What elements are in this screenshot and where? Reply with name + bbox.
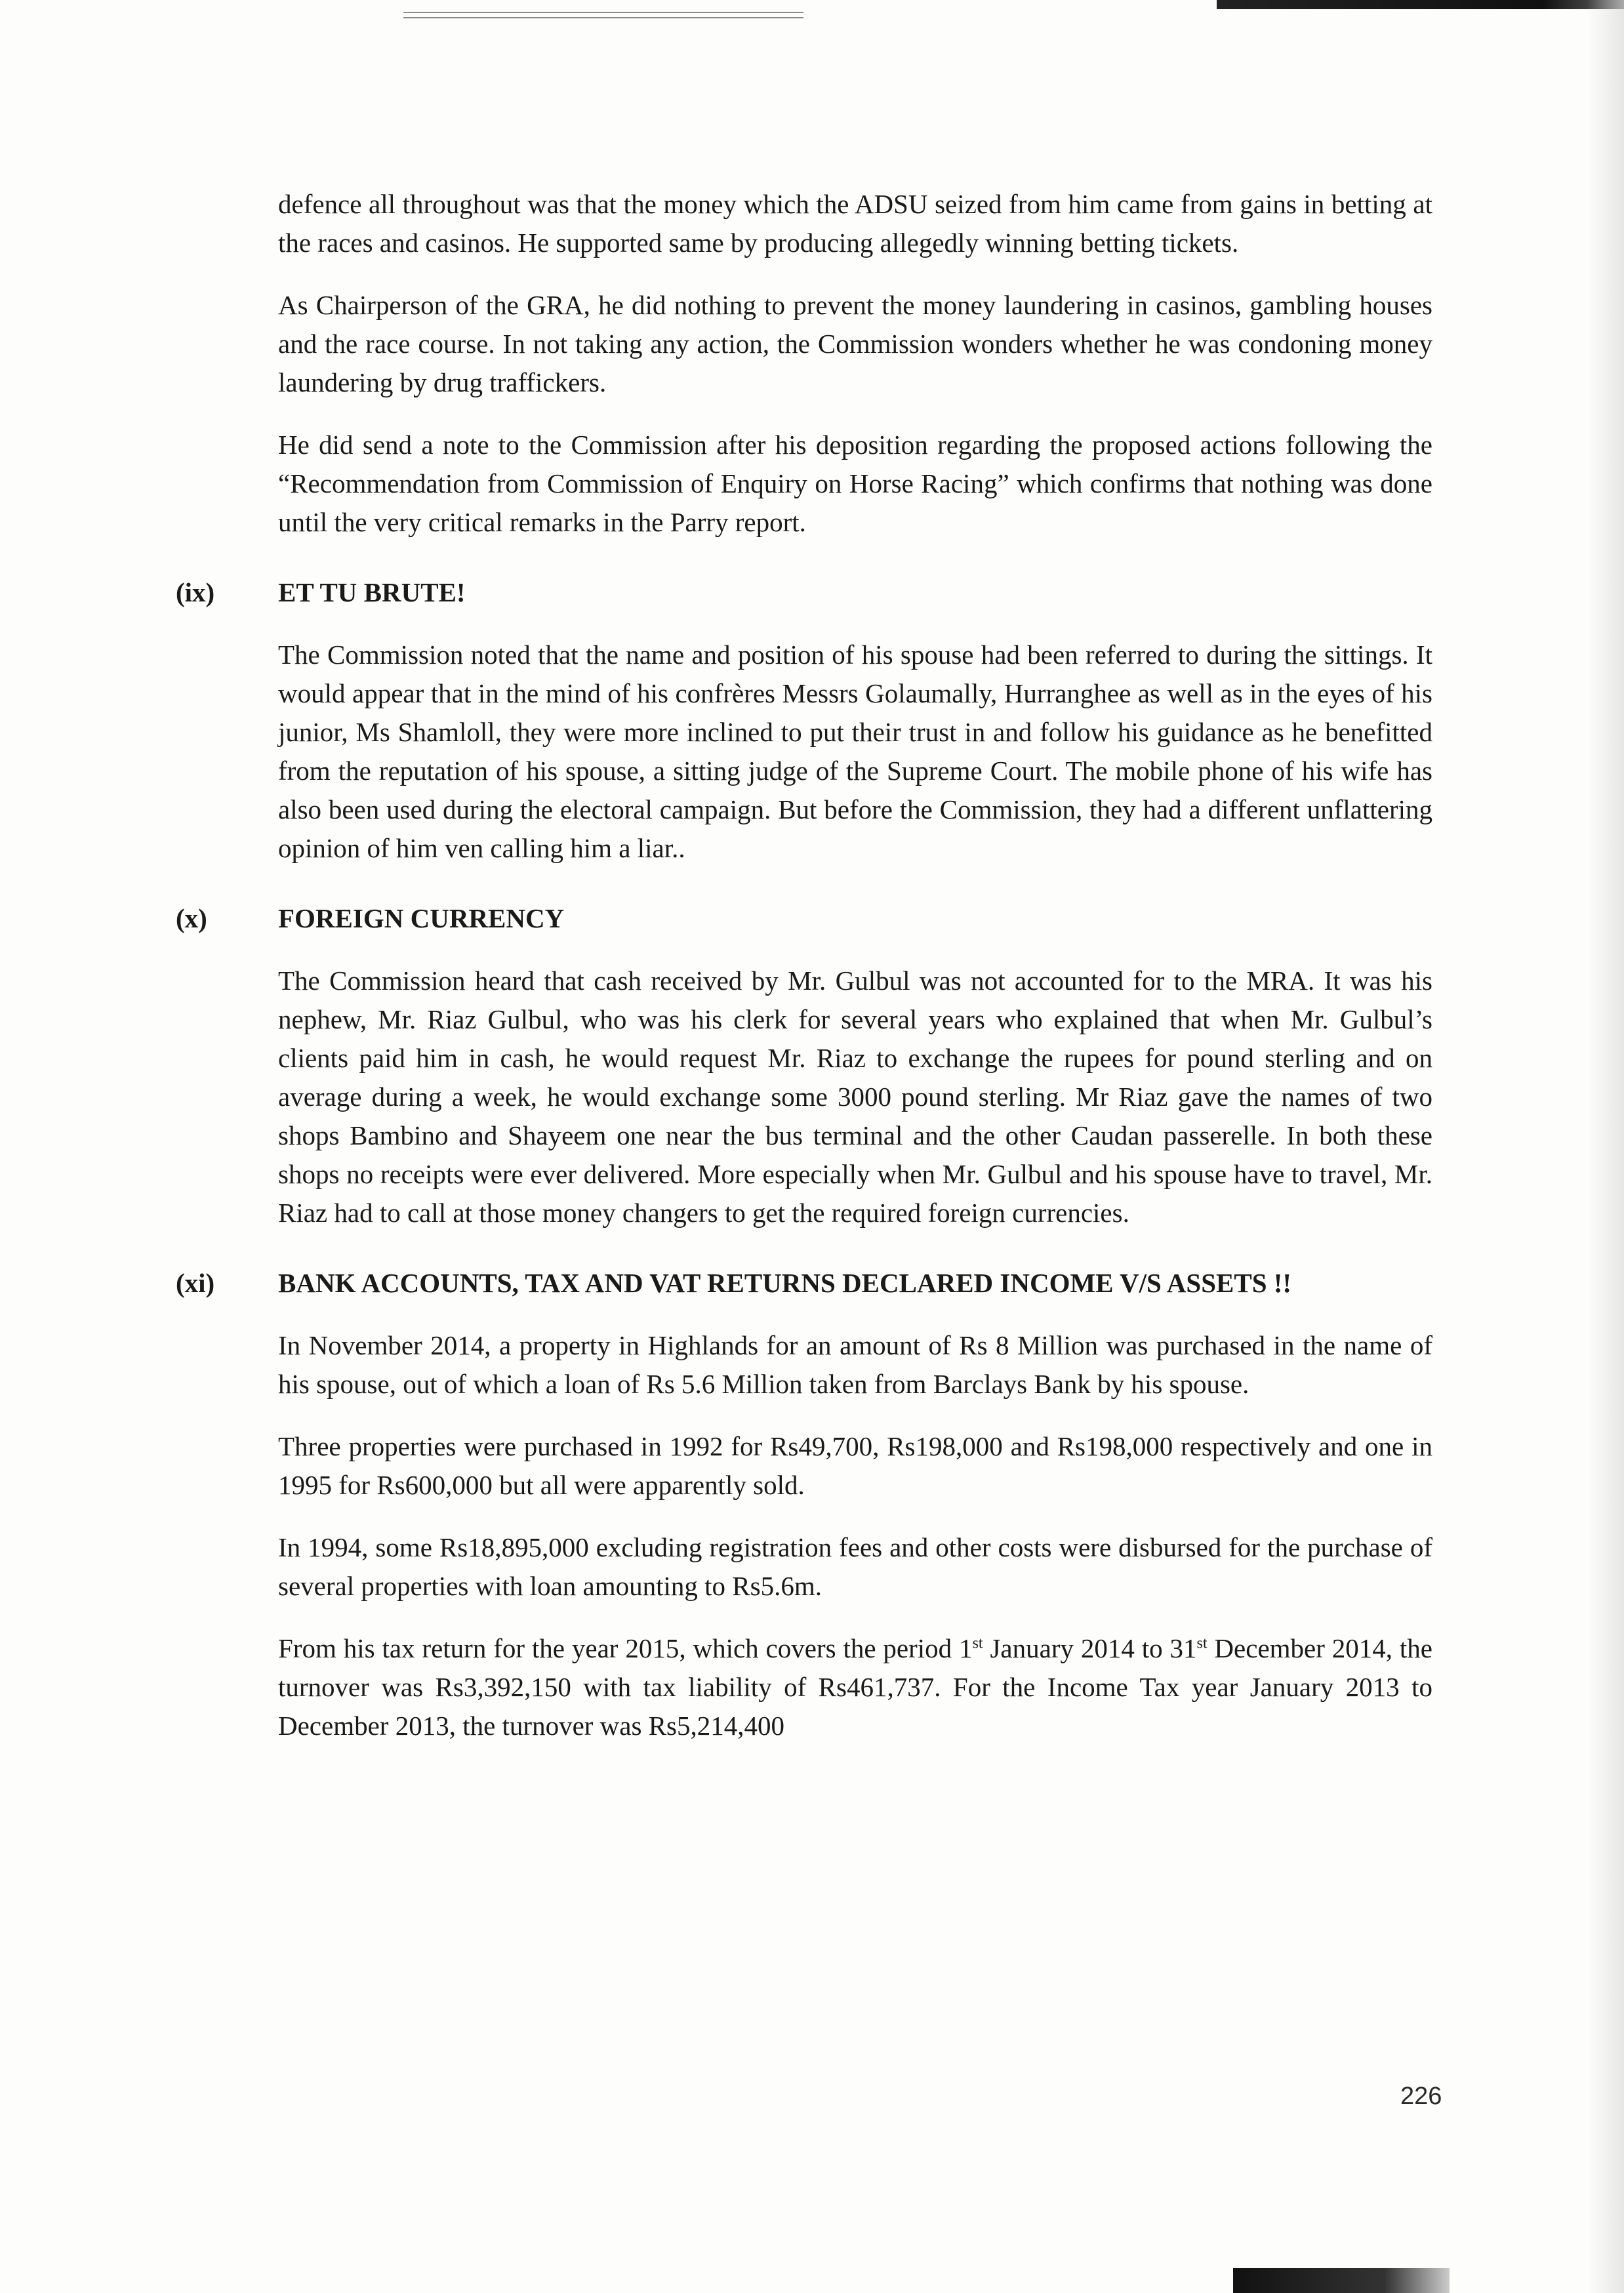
section-xi	[176, 1264, 1432, 1303]
section-title: BANK ACCOUNTS, TAX AND VAT RETURNS DECLARED INCOME V/S ASSETS !!	[278, 1268, 1292, 1298]
text-run: December 2014, the turnover was Rs3,392,150 with tax liability of Rs461,737. For the Income Tax year January 2013 to December 2013, the turnover was Rs5,214,400	[278, 1633, 1432, 1741]
paragraph: In 1994, some Rs18,895,000 excluding registration fees and other costs were disbursed for the purchase of several properties with loan amounting to Rs5.6m.	[278, 1532, 1432, 1601]
paragraph	[278, 1629, 1432, 1745]
section-number: (x)	[176, 903, 207, 933]
paragraph: Three properties were purchased in 1992 for Rs49,700, Rs198,000 and Rs198,000 respectively and one in 1995 for Rs600,000 but all were apparently sold.	[278, 1431, 1432, 1500]
section-title: FOREIGN CURRENCY	[278, 903, 565, 933]
text-run: January 2014 to 31	[983, 1633, 1197, 1663]
text-run: From his tax return for the year 2015, which covers the period 1	[278, 1633, 973, 1663]
paragraph: He did send a note to the Commission after his deposition regarding the proposed actions following the “Recommendation from Commission of Enquiry on Horse Racing” which confirms that nothing was done until the very critical remarks in the Parry report.	[278, 430, 1432, 537]
section-number: (xi)	[176, 1268, 215, 1298]
paragraph: defence all throughout was that the money which the ADSU seized from him came from gains in betting at the races and casinos. He supported same by producing allegedly winning betting tickets.	[278, 189, 1432, 258]
superscript: st	[972, 1634, 983, 1652]
scan-artifact-bar-bottom	[1233, 2268, 1450, 2293]
paragraph: In November 2014, a property in Highlands for an amount of Rs 8 Million was purchased in the name of his spouse, out of which a loan of Rs 5.6 Million taken from Barclays Bank by his spouse.	[278, 1330, 1432, 1399]
section-title: ET TU BRUTE!	[278, 577, 466, 607]
scan-artifact-bar-top	[1217, 0, 1624, 9]
section-x	[176, 899, 1432, 938]
paragraph: The Commission noted that the name and position of his spouse had been referred to during the sittings. It would appear that in the mind of his confrères Messrs Golaumally, Hurranghee as well as in the eyes of his junior, Ms Shamloll, they were more inclined to put their trust in and follow his guidance as he benefitted from the reputation of his spouse, a sitting judge of the Supreme Court. The mobile phone of his wife has also been used during the electoral campaign. But before the Commission, they had a different unflattering opinion of him ven calling him a liar..	[278, 639, 1432, 863]
page-content	[176, 185, 1432, 1769]
page-number: 226	[1400, 2082, 1442, 2110]
section-number: (ix)	[176, 577, 215, 607]
scan-artifact-edge	[1587, 0, 1624, 2293]
paragraph: The Commission heard that cash received by Mr. Gulbul was not accounted for to the MRA. It was his nephew, Mr. Riaz Gulbul, who was his clerk for several years who explained that when Mr. Gulbul’s clients paid him in cash, he would request Mr. Riaz to exchange the rupees for pound sterling and on average during a week, he would exchange some 3000 pound sterling. Mr Riaz gave the names of two shops Bambino and Shayeem one near the bus terminal and the other Caudan passerelle. In both these shops no receipts were ever delivered. More especially when Mr. Gulbul and his spouse have to travel, Mr. Riaz had to call at those money changers to get the required foreign currencies.	[278, 965, 1432, 1228]
section-ix	[176, 573, 1432, 612]
scan-artifact-line	[403, 12, 803, 18]
superscript: st	[1196, 1634, 1208, 1652]
paragraph: As Chairperson of the GRA, he did nothing to prevent the money laundering in casinos, gambling houses and the race course. In not taking any action, the Commission wonders whether he was condoning money laundering by drug traffickers.	[278, 290, 1432, 397]
